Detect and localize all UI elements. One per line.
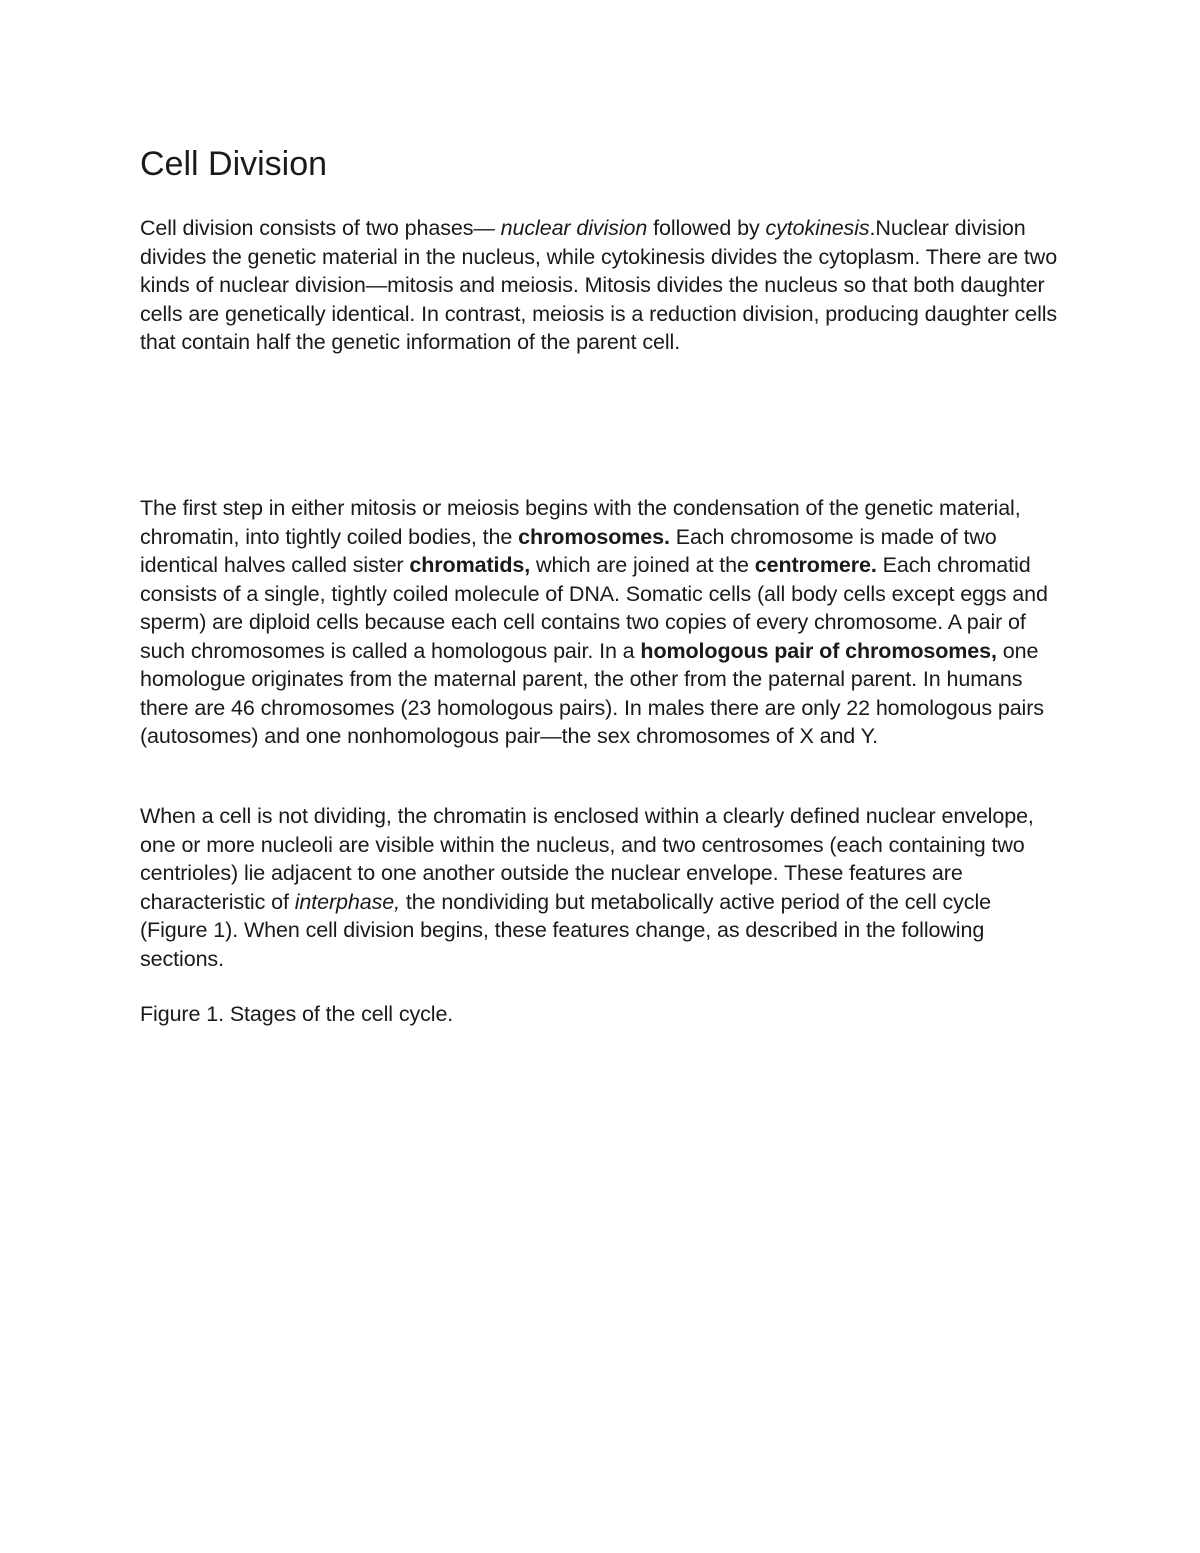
- paragraph-cell-division-phases: [140, 214, 1060, 357]
- p1-text-1: Cell division consists of two phases—: [140, 216, 501, 240]
- term-nuclear-division: nuclear division: [500, 216, 648, 240]
- term-chromosomes: chromosomes.: [518, 524, 670, 549]
- document-page: [140, 140, 1060, 1026]
- document-title: Cell Division: [140, 145, 328, 183]
- paragraph-chromosomes: [140, 494, 1060, 751]
- term-interphase: interphase,: [294, 889, 401, 914]
- p2-text-2: Each chromosome is made of two identical halves called sister: [140, 524, 997, 577]
- p2-text-3: which are joined at the: [530, 553, 755, 577]
- p1-text-3: .Nuclear division divides the genetic material in the nucleus, while cytokinesis divides the cytoplasm. There are two kinds of nuclear division—mitosis and meiosis. Mitosis divides the nucleus so that both daughter cells are genetically identical. In contrast, meiosis is a reduction division, producing daughter cells that contain half the genetic information of the parent cell.: [140, 216, 1058, 354]
- term-chromatids: chromatids,: [409, 553, 531, 577]
- term-cytokinesis: cytokinesis: [765, 216, 870, 240]
- p3-text-2: the nondividing but metabolically active period of the cell cycle (Figure 1). When cell division begins, these features change, as described in the following sections.: [140, 889, 991, 971]
- p3-text-1: When a cell is not dividing, the chromatin is enclosed within a clearly defined nuclear envelope, one or more nucleoli are visible within the nucleus, and two centrosomes (each containing two centrioles) lie adjacent to one another outside the nuclear envelope. These features are characteristic of: [140, 804, 1034, 914]
- p2-text-5: one homologue originates from the maternal parent, the other from the paternal parent. In humans there are 46 chromosomes (23 homologous pairs). In males there are only 22 homologous pairs (autosomes) and one nonhomologous pair—the sex chromosomes of X and Y.: [140, 638, 1044, 748]
- p2-text-1: The first step in either mitosis or meiosis begins with the condensation of the genetic material, chromatin, into tightly coiled bodies, the: [140, 496, 1021, 549]
- figure-caption: Figure 1. Stages of the cell cycle.: [140, 1002, 454, 1026]
- p2-text-4: Each chromatid consists of a single, tightly coiled molecule of DNA. Somatic cells (all body cells except eggs and sperm) are diploid cells because each cell contains two copies of every chromosome. A pair of such chromosomes is called a homologous pair. In a: [140, 553, 1048, 663]
- p1-text-2: followed by: [647, 216, 766, 240]
- paragraph-interphase: [140, 802, 1060, 973]
- term-centromere: centromere.: [754, 553, 877, 577]
- term-homologous-pair: homologous pair of chromosomes,: [640, 638, 997, 663]
